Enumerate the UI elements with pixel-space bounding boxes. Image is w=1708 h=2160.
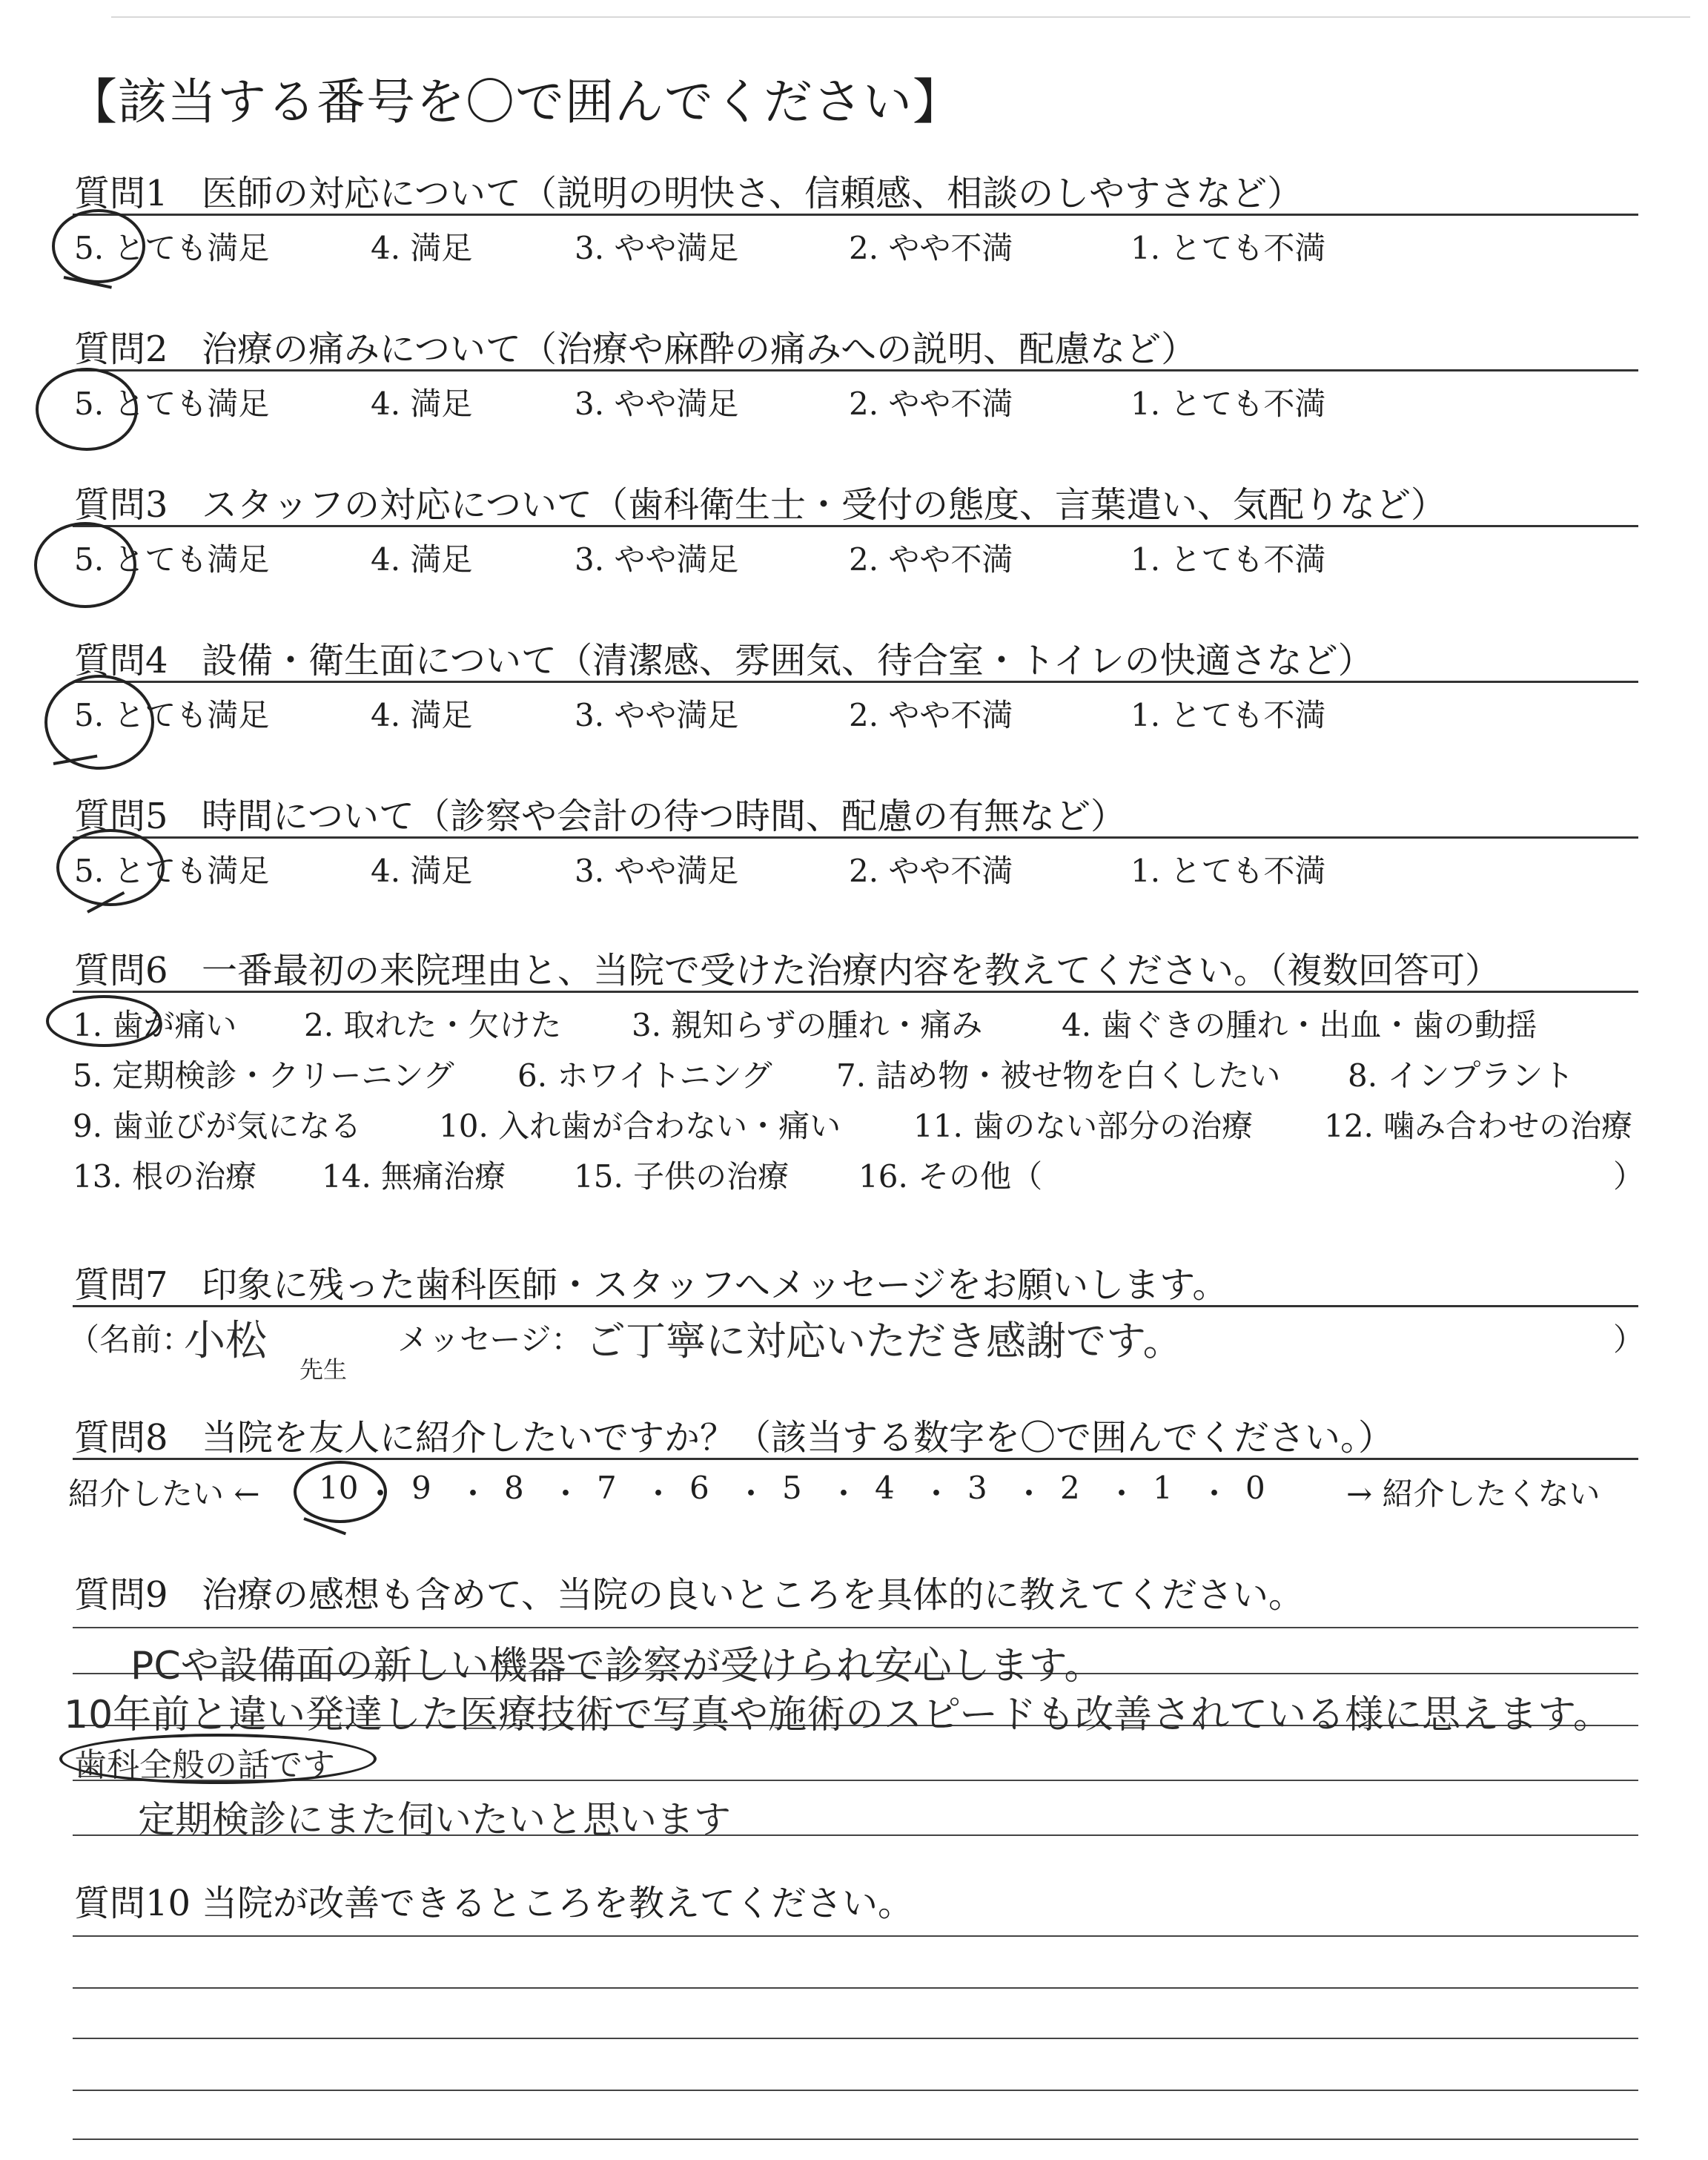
recommend-right-label: → 紹介したくない <box>1346 1476 1601 1512</box>
scale-separator: ・ <box>457 1476 489 1512</box>
handwritten-message: ご丁寧に対応いただき感謝です。 <box>586 1318 1183 1364</box>
message-close-paren: ） <box>1613 1321 1645 1358</box>
rating-option-2[interactable]: 2. やや不満 <box>849 386 1013 422</box>
question-7 <box>0 1256 1708 1384</box>
answer-line <box>73 2090 1638 2091</box>
question-number: 質問1 <box>74 173 168 214</box>
reason-option[interactable]: 12. 噛み合わせの治療 <box>1324 1108 1633 1144</box>
handwritten-answer-line: 定期検診にまた伺いたいと思います <box>138 1798 731 1841</box>
question-text: 治療の感想も含めて、当院の良いところを具体的に教えてください。 <box>202 1574 1305 1616</box>
rating-option-3[interactable]: 3. やや満足 <box>575 697 739 733</box>
rating-option-2[interactable]: 2. やや不満 <box>849 230 1013 266</box>
scale-separator: ・ <box>1013 1476 1045 1512</box>
question-10-heading <box>74 1875 913 1926</box>
question-text: 医師の対応について（説明の明快さ、信頼感、相談のしやすさなど） <box>202 173 1303 214</box>
scale-separator: ・ <box>1106 1476 1138 1512</box>
recommend-left-label: 紹介したい ← <box>68 1476 260 1512</box>
question-2-heading <box>74 320 1196 371</box>
reason-option[interactable]: 1. 歯が痛い <box>73 1007 237 1043</box>
question-9-heading <box>74 1566 1304 1617</box>
form-title: 【該当する番号を〇で囲んでください】 <box>68 73 962 131</box>
question-number: 質問6 <box>74 950 168 991</box>
selection-circle <box>46 995 162 1047</box>
question-number: 質問9 <box>74 1574 168 1616</box>
question-rule <box>73 1305 1638 1307</box>
recommend-score-6[interactable]: 6 <box>689 1470 709 1506</box>
question-number: 質問8 <box>74 1417 168 1459</box>
rating-option-3[interactable]: 3. やや満足 <box>575 230 739 266</box>
recommend-score-3[interactable]: 3 <box>967 1470 987 1506</box>
reason-option[interactable]: 14. 無痛治療 <box>322 1158 506 1195</box>
question-8-heading <box>74 1409 1394 1460</box>
reason-option[interactable]: 11. 歯のない部分の治療 <box>913 1108 1254 1144</box>
question-text: スタッフの対応について（歯科衛生士・受付の態度、言葉遣い、気配りなど） <box>202 484 1447 526</box>
reason-option[interactable]: 10. 入れ歯が合わない・痛い <box>439 1108 841 1144</box>
question-text: 当院が改善できるところを教えてください。 <box>202 1883 914 1924</box>
selection-circle <box>36 368 138 451</box>
handwritten-answer-line: PCや設備面の新しい機器で診察が受けられ安心します。 <box>130 1644 1103 1688</box>
name-label: （名前： <box>68 1321 193 1358</box>
rating-option-3[interactable]: 3. やや満足 <box>575 853 739 889</box>
rating-option-4[interactable]: 4. 満足 <box>371 853 473 889</box>
question-6-heading <box>74 942 1500 993</box>
selection-circle <box>294 1461 387 1523</box>
selection-circle <box>44 675 154 770</box>
question-1-heading <box>74 165 1302 216</box>
answer-line <box>73 1987 1638 1989</box>
question-3-heading <box>74 476 1446 527</box>
rating-option-3[interactable]: 3. やや満足 <box>575 386 739 422</box>
question-2 <box>0 320 1708 422</box>
rating-option-5[interactable]: 5. とても満足 <box>74 386 270 422</box>
rating-option-5[interactable]: 5. とても満足 <box>74 230 270 266</box>
recommend-score-9[interactable]: 9 <box>411 1470 431 1506</box>
question-number: 質問3 <box>74 484 168 526</box>
question-text: 時間について（診察や会計の待つ時間、配慮の有無など） <box>202 796 1127 837</box>
question-8 <box>0 1409 1708 1542</box>
rating-option-1[interactable]: 1. とても不満 <box>1131 697 1326 733</box>
scale-separator: ・ <box>643 1476 675 1512</box>
page-top-rule <box>111 16 1690 18</box>
handwritten-name-suffix: 先生 <box>299 1355 348 1384</box>
answer-line <box>73 1627 1638 1628</box>
rating-option-1[interactable]: 1. とても不満 <box>1131 541 1326 578</box>
rating-option-4[interactable]: 4. 満足 <box>371 697 473 733</box>
reason-option[interactable]: 9. 歯並びが気になる <box>73 1108 362 1144</box>
reason-option[interactable]: 3. 親知らずの腫れ・痛み <box>632 1007 983 1043</box>
reason-option[interactable]: 4. 歯ぐきの腫れ・出血・歯の動揺 <box>1062 1007 1537 1043</box>
question-6 <box>0 942 1708 1209</box>
rating-option-1[interactable]: 1. とても不満 <box>1131 230 1326 266</box>
rating-option-5[interactable]: 5. とても満足 <box>74 697 270 733</box>
recommend-score-2[interactable]: 2 <box>1060 1470 1080 1506</box>
recommend-score-4[interactable]: 4 <box>875 1470 895 1506</box>
answer-line <box>73 2038 1638 2039</box>
selection-circle <box>56 829 165 906</box>
handwritten-name: 小松 <box>184 1317 267 1365</box>
question-text: 設備・衛生面について（清潔感、雰囲気、待合室・トイレの快適さなど） <box>202 640 1374 681</box>
scale-separator: ・ <box>550 1476 582 1512</box>
rating-option-4[interactable]: 4. 満足 <box>371 386 473 422</box>
question-7-heading <box>74 1256 1228 1307</box>
reason-option[interactable]: 8. インプラント <box>1348 1057 1575 1094</box>
selection-circle <box>52 209 145 283</box>
question-text: 当院を友人に紹介したいですか？（該当する数字を〇で囲んでください。） <box>202 1417 1394 1459</box>
rating-option-4[interactable]: 4. 満足 <box>371 541 473 578</box>
reason-option[interactable]: 13. 根の治療 <box>73 1158 257 1195</box>
recommend-score-7[interactable]: 7 <box>597 1470 617 1506</box>
question-1 <box>0 165 1708 266</box>
rating-option-1[interactable]: 1. とても不満 <box>1131 853 1326 889</box>
scale-separator: ・ <box>735 1476 767 1512</box>
question-rule <box>73 525 1638 527</box>
reason-option[interactable]: 2. 取れた・欠けた <box>304 1007 562 1043</box>
reason-option[interactable]: 15. 子供の治療 <box>574 1158 790 1195</box>
rating-option-4[interactable]: 4. 満足 <box>371 230 473 266</box>
scale-separator: ・ <box>365 1476 397 1512</box>
other-close-paren: ） <box>1613 1158 1645 1195</box>
scale-separator: ・ <box>1199 1476 1231 1512</box>
question-rule <box>73 369 1638 371</box>
reason-option[interactable]: 16. その他（ <box>858 1158 1043 1195</box>
question-9 <box>0 1566 1708 1848</box>
question-10 <box>0 1875 1708 2156</box>
recommend-score-0[interactable]: 0 <box>1245 1470 1265 1506</box>
reason-option[interactable]: 6. ホワイトニング <box>517 1057 772 1094</box>
recommend-score-1[interactable]: 1 <box>1153 1470 1173 1506</box>
answer-line <box>73 1935 1638 1937</box>
scale-separator: ・ <box>828 1476 860 1512</box>
question-number: 質問4 <box>74 640 168 681</box>
rating-option-2[interactable]: 2. やや不満 <box>849 697 1013 733</box>
question-rule <box>73 1458 1638 1460</box>
question-rule <box>73 991 1638 993</box>
question-rule <box>73 681 1638 683</box>
answer-line <box>73 2138 1638 2140</box>
question-3 <box>0 476 1708 578</box>
rating-option-5[interactable]: 5. とても満足 <box>74 541 270 578</box>
scale-separator: ・ <box>921 1476 953 1512</box>
recommend-score-10[interactable]: 10 <box>319 1470 359 1506</box>
message-label: メッセージ： <box>397 1321 583 1358</box>
rating-option-2[interactable]: 2. やや不満 <box>849 541 1013 578</box>
question-number: 質問5 <box>74 796 168 837</box>
handwritten-answer-line: 10年前と違い発達した医療技術で写真や施術のスピードも改善されている様に思えます。 <box>64 1693 1612 1737</box>
question-rule <box>73 214 1638 216</box>
rating-option-2[interactable]: 2. やや不満 <box>849 853 1013 889</box>
question-text: 印象に残った歯科医師・スタッフへメッセージをお願いします。 <box>202 1264 1228 1306</box>
rating-option-1[interactable]: 1. とても不満 <box>1131 386 1326 422</box>
selection-circle <box>34 522 136 608</box>
question-text: 治療の痛みについて（治療や麻酔の痛みへの説明、配慮など） <box>202 328 1197 370</box>
rating-option-5[interactable]: 5. とても満足 <box>74 853 270 889</box>
reason-option[interactable]: 5. 定期検診・クリーニング <box>73 1057 454 1094</box>
question-rule <box>73 836 1638 839</box>
question-5-heading <box>74 787 1126 839</box>
note-enclosure <box>59 1734 377 1784</box>
recommend-score-5[interactable]: 5 <box>782 1470 802 1506</box>
question-number: 質問10 <box>74 1883 191 1924</box>
rating-option-3[interactable]: 3. やや満足 <box>575 541 739 578</box>
reason-option[interactable]: 7. 詰め物・被せ物を白くしたい <box>836 1057 1281 1094</box>
question-4-heading <box>74 632 1374 683</box>
question-5 <box>0 787 1708 889</box>
recommend-score-8[interactable]: 8 <box>504 1470 524 1506</box>
question-number: 質問2 <box>74 328 168 370</box>
question-text: 一番最初の来院理由と、当院で受けた治療内容を教えてください。（複数回答可） <box>202 950 1501 991</box>
handwritten-answer-note: 歯科全般の話です <box>74 1746 335 1784</box>
question-number: 質問7 <box>74 1264 168 1306</box>
question-4 <box>0 632 1708 733</box>
